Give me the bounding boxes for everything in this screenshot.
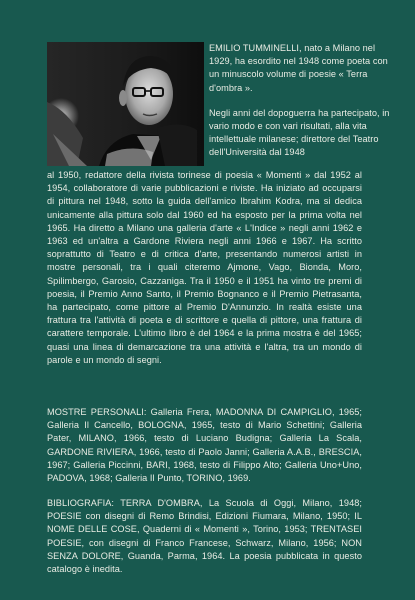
mostre-personali-text: MOSTRE PERSONALI: Galleria Frera, MADONNA DI CAMPIGLIO, 1965; Galleria Il Cancello, BOLOGNA, 1965, testo di Mario Schettini; Galleria Pater, MILANO, 1966, testo di Luciano Budigna; Galleria La Scala, GARDONE RIVIERA, 1966, testo di Paolo Janni; Galleria A.A.B., BRESCIA, 1967; Galleria Piccinni, BARI, 1968, testo di Filippo Alto; Galleria Uno+Uno, PADOVA, 1968; Galleria Il Punto, TORINO, 1969. xyxy=(47,407,362,484)
bio-right-column xyxy=(209,42,399,160)
portrait-image xyxy=(47,42,204,166)
mostre-personali-section xyxy=(47,406,362,485)
artist-portrait-photo xyxy=(47,42,204,166)
bio-intro: EMILIO TUMMINELLI, nato a Milano nel 1929, ha esordito nel 1948 come poeta con un minuscolo volume di poesie « Terra d'ombra ». xyxy=(209,43,388,93)
bio-body: al 1950, redattore della rivista torinese di poesia « Momenti » dal 1952 al 1954, collaboratore di varie pubblicazioni e riviste. Ha iniziato ad occuparsi di pittura nel 1948, sotto la guida dell'amico Ibrahim Kodra, ma si dedica unicamente alla pittura solo dal 1960 ed ha esposto per la prima volta nel 1965. Ha diretto a Milano una galleria d'arte « L'Indice » negli anni 1962 e 1963 ed un'altra a Gardone Riviera negli anni 1966 e 1967. Ha scritto soprattutto di Teatro e di critica d'arte, presentando numerosi artisti in mostre personali, tra i quali citeremo Ajmone, Vago, Bionda, Moro, Spilimbergo, Garosio, Cazzaniga. Tra il 1950 e il 1951 ha vinto tre premi di poesia, il Premio Anno Santo, il Premio Bognanco e il Premio Pietrasanta, ha partecipato, come pittore al Premio D'Annunzio. In realtà esiste una frattura tra l'attività di poeta e di scrittore e quella di pittore, una frattura di carattere temporale. L'ultimo libro è del 1964 e la prima mostra è del 1965; quasi una linea di demarcazione tra una attività e l'altra, tra un mondo di parole e un mondo di segni. xyxy=(47,170,362,365)
bibliografia-section xyxy=(47,497,362,576)
bio-career-continued xyxy=(47,169,362,367)
bibliografia-text: BIBLIOGRAFIA: TERRA D'OMBRA, La Scuola di Oggi, Milano, 1948; POESIE con disegni di Remo Brindisi, Edizioni Fiumara, Milano, 1950; IL NOME DELLE COSE, Quaderni di « Momenti », Torino, 1953; TRENTASEI POESIE, con disegni di Franco Francese, Schwarz, Milano, 1956; NON SENZA DOLORE, Guanda, Parma, 1964. La poesia pubblicata in questo catalogo è inedita. xyxy=(47,498,362,575)
bio-career-start: Negli anni del dopoguerra ha partecipato, in vario modo e con vari risultati, alla vita intellettuale milanese; direttore del Teatro dell'Università dal 1948 xyxy=(209,107,390,158)
